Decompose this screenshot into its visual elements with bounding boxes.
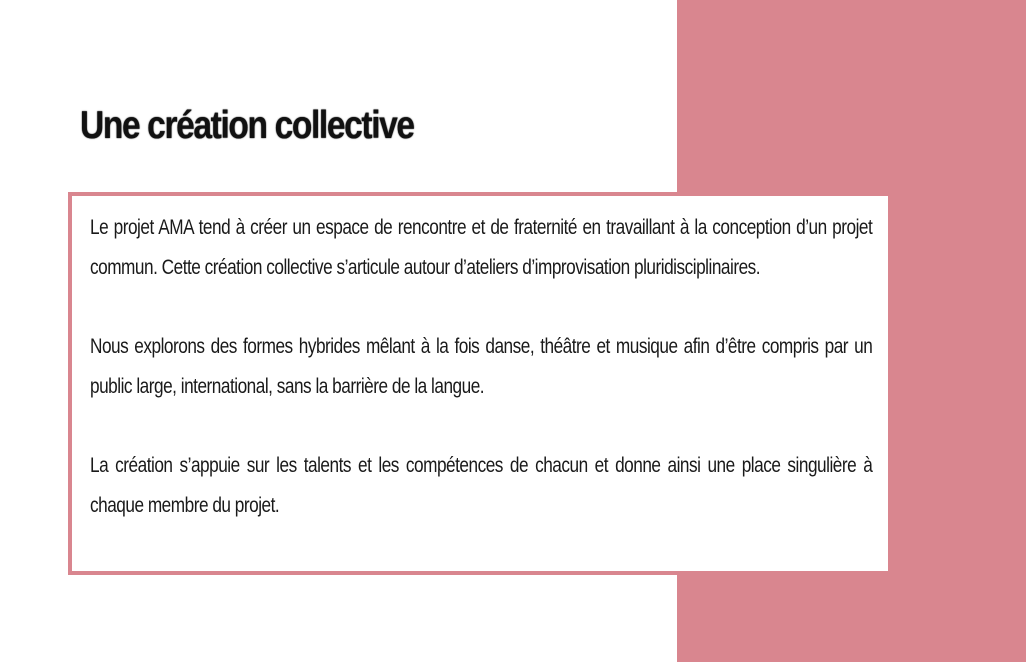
text-card [68,192,888,575]
paragraph-intro: Le projet AMA tend à créer un espace de rencontre et de fraternité en travaillant à la conception d’un projet commun. Cette création collective s’articule autour d’ateliers d’improvisation pluridisciplinaires. [90,216,873,279]
paragraph-talents: La création s’appuie sur les talents et les compétences de chacun et donne ainsi une place singulière à chaque membre du projet. [90,454,873,517]
paragraph-forms: Nous explorons des formes hybrides mêlant à la fois danse, théâtre et musique afin d’être compris par un public large, international, sans la barrière de la langue. [90,335,873,398]
section-heading: Une création collective [80,104,414,147]
text-body [90,208,872,526]
